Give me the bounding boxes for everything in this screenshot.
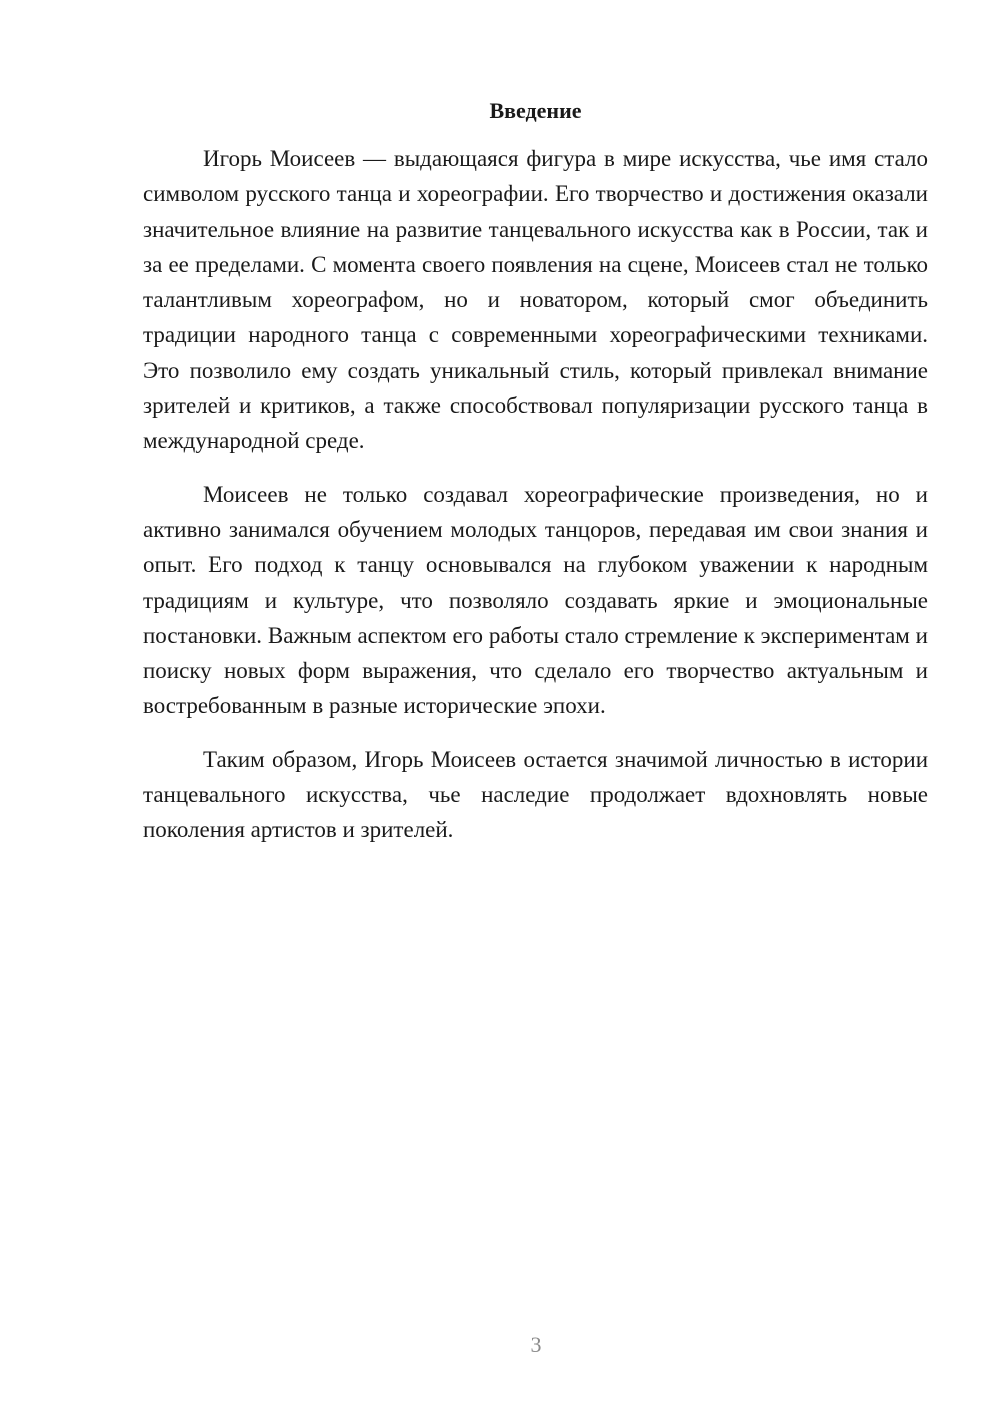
body-text [143, 141, 928, 866]
page-number: 3 [530, 1332, 542, 1357]
paragraph-2: Моисеев не только создавал хореографические произведения, но и активно занимался обучением молодых танцоров, передавая им свои знания и опыт. Его подход к танцу основывался на глубоком уважении к народным традициям и культуре, что позволяло создавать яркие и эмоциональные постановки. Важным аспектом его работы стало стремление к экспериментам и поиску новых форм выражения, что сделало его творчество актуальным и востребованным в разные исторические эпохи. [143, 481, 928, 719]
paragraph-1: Игорь Моисеев — выдающаяся фигура в мире искусства, чье имя стало символом русского танца и хореографии. Его творчество и достижения оказали значительное влияние на развитие танцевального искусства как в России, так и за ее пределами. С момента своего появления на сцене, Моисеев стал не только талантливым хореографом, но и новатором, который смог объединить традиции народного танца с современными хореографическими техниками. Это позволило ему создать уникальный стиль, который привлекал внимание зрителей и критиков, а также способствовал популяризации русского танца в международной среде. [143, 146, 928, 454]
section-heading: Введение [489, 98, 582, 123]
paragraph-3: Таким образом, Игорь Моисеев остается значимой личностью в истории танцевального искусства, чье наследие продолжает вдохновлять новые поколения артистов и зрителей. [143, 746, 928, 843]
